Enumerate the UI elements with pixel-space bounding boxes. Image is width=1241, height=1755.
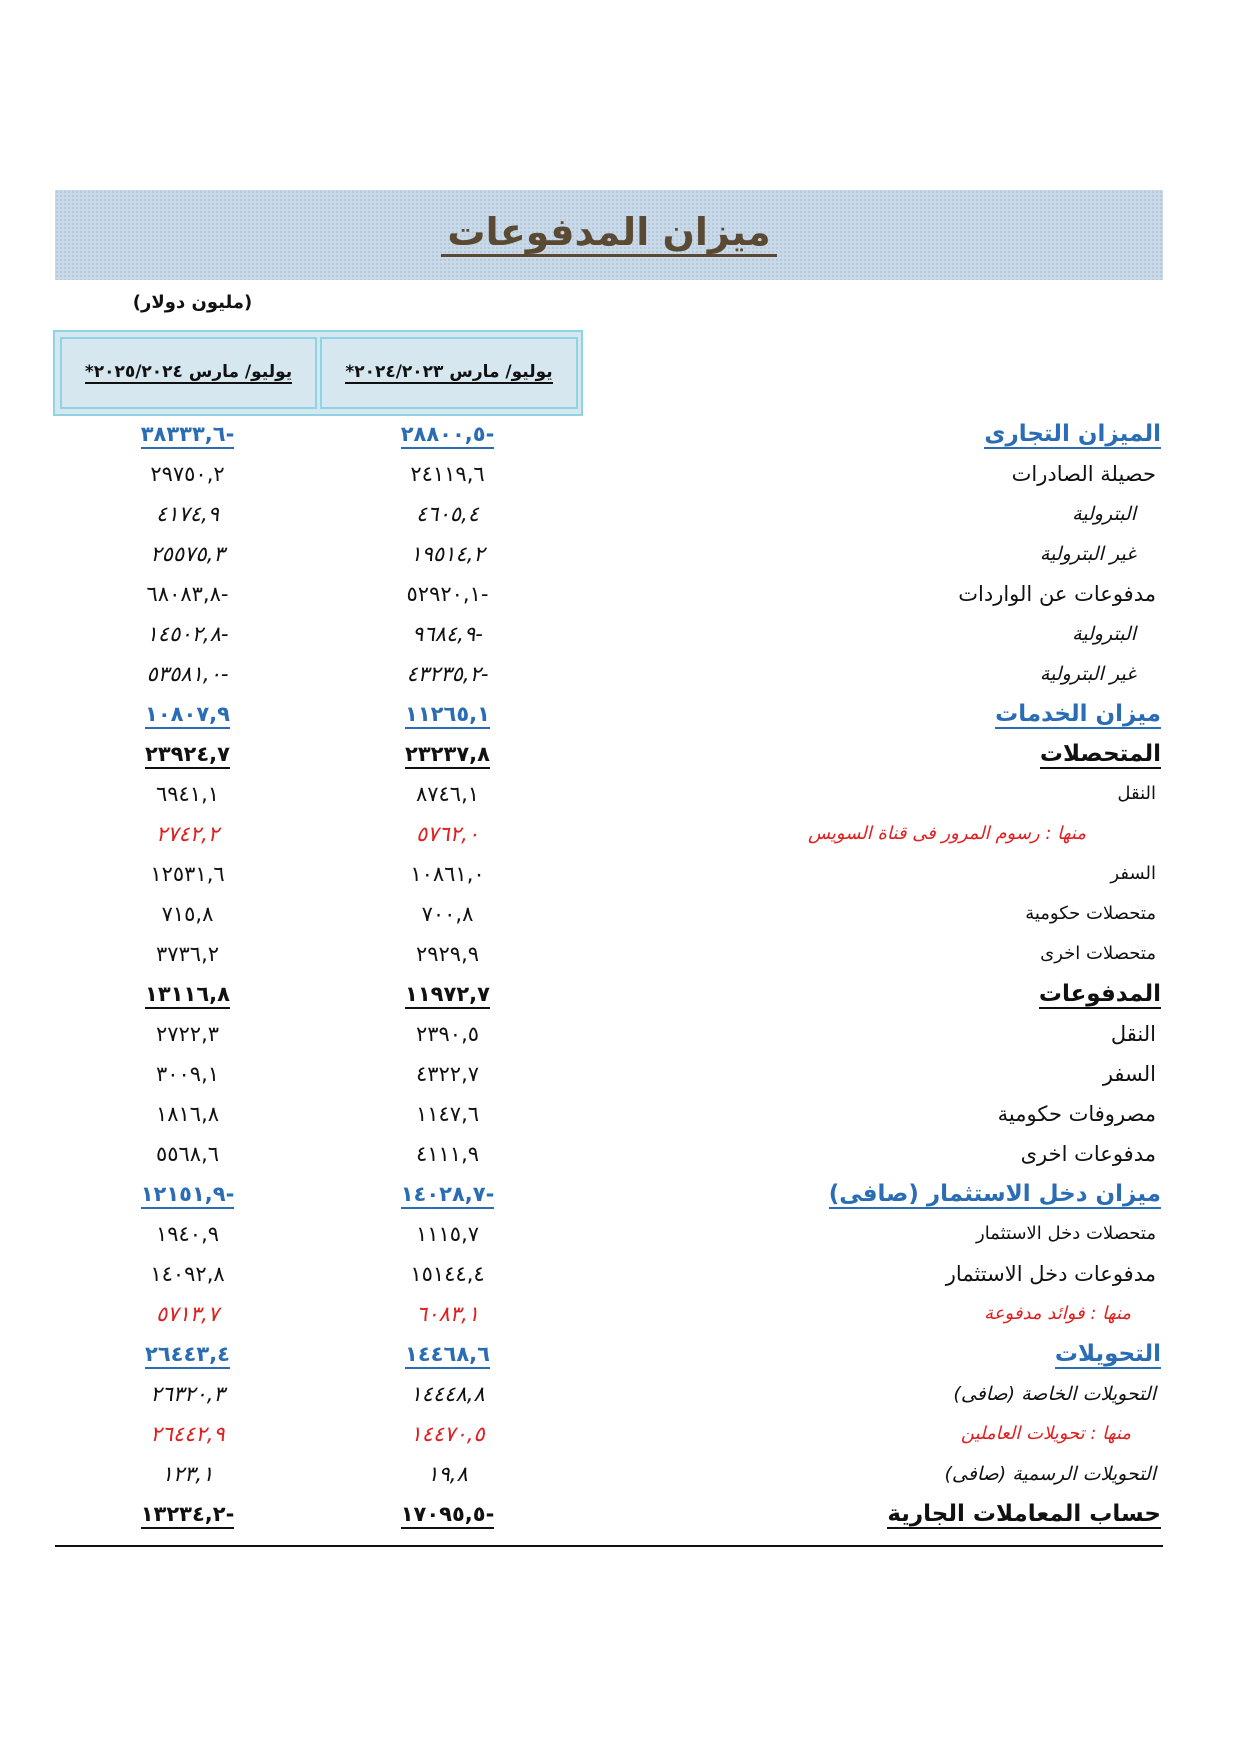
row-current-account bbox=[0, 1494, 1241, 1534]
row-label: مدفوعات اخرى bbox=[1020, 1142, 1156, 1166]
row-label: منها : فوائد مدفوعة bbox=[984, 1303, 1131, 1324]
row-label: الميزان التجارى bbox=[984, 421, 1161, 447]
row-label: المدفوعات bbox=[1038, 981, 1161, 1007]
value-period2: ٣٧٣٦,٢ bbox=[155, 942, 220, 966]
row-label: ميزان دخل الاستثمار (صافى) bbox=[828, 1181, 1161, 1207]
row-label: التحويلات الخاصة (صافى) bbox=[953, 1383, 1156, 1405]
value-period2: ٤١٧٤,٩ bbox=[155, 502, 220, 526]
row-exports-non-petroleum bbox=[0, 534, 1241, 574]
value-period2: ٢٦٤٤٣,٤ bbox=[145, 1341, 230, 1369]
row-label: السفر bbox=[1110, 863, 1156, 884]
unit-label: (مليون دولار) bbox=[132, 292, 253, 313]
value-period2: ١٩٤٠,٩ bbox=[155, 1222, 220, 1246]
row-official-transfers bbox=[0, 1454, 1241, 1494]
value-period2: -٦٨٠٨٣,٨ bbox=[146, 582, 229, 606]
value-period1: ١٤٤٦٨,٦ bbox=[405, 1341, 490, 1369]
row-payments bbox=[0, 974, 1241, 1014]
row-receipts-other bbox=[0, 934, 1241, 974]
value-period1: -٥٢٩٢٠,١ bbox=[406, 582, 489, 606]
value-period2: ١٠٨٠٧,٩ bbox=[145, 701, 230, 729]
row-exports bbox=[0, 454, 1241, 494]
value-period1: ٤٣٢٢,٧ bbox=[415, 1062, 480, 1086]
value-period1: -١٤٠٢٨,٧ bbox=[401, 1181, 495, 1209]
value-period1: ١١٩٧٢,٧ bbox=[405, 981, 490, 1009]
value-period1: ١٤٤٧٠,٥ bbox=[410, 1422, 485, 1446]
row-private-transfers bbox=[0, 1374, 1241, 1414]
row-label: النقل bbox=[1110, 1022, 1156, 1046]
row-label: السفر bbox=[1102, 1062, 1156, 1086]
value-period2: ٢٧٢٢,٣ bbox=[155, 1022, 220, 1046]
column-header-period1: يوليو/ مارس ٢٠٢٤/٢٠٢٣* bbox=[320, 337, 578, 409]
value-period2: -٥٣٥٨١,٠ bbox=[146, 662, 229, 686]
row-label: البترولية bbox=[1072, 623, 1136, 645]
row-workers-remittances bbox=[0, 1414, 1241, 1454]
value-period1: ٨٧٤٦,١ bbox=[415, 782, 480, 806]
row-label: مدفوعات دخل الاستثمار bbox=[945, 1262, 1156, 1286]
value-period1: ٢٣٢٣٧,٨ bbox=[405, 741, 490, 769]
row-label: منها : تحويلات العاملين bbox=[960, 1423, 1131, 1444]
value-period2: ٢٥٥٧٥,٣ bbox=[150, 542, 225, 566]
value-period2: -٣٨٣٣٣,٦ bbox=[141, 421, 235, 449]
value-period1: ٧٠٠,٨ bbox=[421, 902, 474, 926]
row-receipts bbox=[0, 734, 1241, 774]
value-period2: ٦٩٤١,١ bbox=[155, 782, 220, 806]
value-period2: ١٢٥٣١,٦ bbox=[150, 862, 225, 886]
value-period2: ٧١٥,٨ bbox=[161, 902, 214, 926]
value-period1: ٤١١١,٩ bbox=[415, 1142, 480, 1166]
row-label: متحصلات اخرى bbox=[1040, 943, 1156, 964]
value-period2: ٢٩٧٥٠,٢ bbox=[150, 462, 225, 486]
value-period1: ٢٤١١٩,٦ bbox=[410, 462, 485, 486]
row-payments-government bbox=[0, 1094, 1241, 1134]
row-label: غير البترولية bbox=[1039, 543, 1136, 565]
row-suez-canal-dues bbox=[0, 814, 1241, 854]
row-payments-other bbox=[0, 1134, 1241, 1174]
value-period1: ٢٣٩٠,٥ bbox=[415, 1022, 480, 1046]
row-investment-income-payments bbox=[0, 1254, 1241, 1294]
row-label: النقل bbox=[1117, 783, 1156, 804]
value-period2: ٢٣٩٢٤,٧ bbox=[145, 741, 230, 769]
row-label: البترولية bbox=[1072, 503, 1136, 525]
row-imports-non-petroleum bbox=[0, 654, 1241, 694]
column-header-period2: يوليو/ مارس ٢٠٢٥/٢٠٢٤* bbox=[60, 337, 317, 409]
value-period1: ٤٦٠٥,٤ bbox=[415, 502, 480, 526]
value-period2: ٢٦٣٢٠,٣ bbox=[150, 1382, 225, 1406]
value-period2: ١٤٠٩٢,٨ bbox=[150, 1262, 225, 1286]
value-period2: -١٢١٥١,٩ bbox=[141, 1181, 235, 1209]
row-label: المتحصلات bbox=[1039, 741, 1161, 767]
row-label: متحصلات حكومية bbox=[1025, 903, 1156, 924]
row-label: مصروفات حكومية bbox=[997, 1102, 1156, 1126]
value-period1: -٢٨٨٠٠,٥ bbox=[401, 421, 495, 449]
row-trade-balance bbox=[0, 414, 1241, 454]
row-label: حساب المعاملات الجارية bbox=[887, 1501, 1161, 1527]
value-period1: ١١١٥,٧ bbox=[415, 1222, 480, 1246]
value-period1: ١٤٤٤٨,٨ bbox=[410, 1382, 485, 1406]
value-period1: -٤٣٢٣٥,٢ bbox=[406, 662, 489, 686]
row-investment-income-receipts bbox=[0, 1214, 1241, 1254]
value-period1: ١١٤٧,٦ bbox=[415, 1102, 480, 1126]
row-receipts-travel bbox=[0, 854, 1241, 894]
row-payments-travel bbox=[0, 1054, 1241, 1094]
value-period2: ٣٠٠٩,١ bbox=[155, 1062, 220, 1086]
value-period2: -١٤٥٠٢,٨ bbox=[146, 622, 229, 646]
column-header-box bbox=[53, 330, 583, 416]
row-imports-petroleum bbox=[0, 614, 1241, 654]
value-period2: ٢٧٤٢,٢ bbox=[155, 822, 220, 846]
row-interest-paid bbox=[0, 1294, 1241, 1334]
bottom-rule bbox=[55, 1545, 1163, 1547]
row-label: مدفوعات عن الواردات bbox=[958, 582, 1156, 606]
row-receipts-transport bbox=[0, 774, 1241, 814]
row-imports bbox=[0, 574, 1241, 614]
value-period1: ١١٢٦٥,١ bbox=[405, 701, 490, 729]
value-period2: ٢٦٤٤٢,٩ bbox=[150, 1422, 225, 1446]
row-transfers bbox=[0, 1334, 1241, 1374]
row-services-balance bbox=[0, 694, 1241, 734]
row-label: منها : رسوم المرور فى قناة السويس bbox=[807, 823, 1086, 844]
page-title: ميزان المدفوعات bbox=[55, 210, 1163, 254]
value-period2: ٥٧١٣,٧ bbox=[155, 1302, 220, 1326]
row-label: ميزان الخدمات bbox=[995, 701, 1161, 727]
row-investment-income-balance bbox=[0, 1174, 1241, 1214]
value-period2: -١٣٢٣٤,٢ bbox=[141, 1501, 235, 1529]
value-period1: ١٥١٤٤,٤ bbox=[410, 1262, 485, 1286]
value-period2: ١٨١٦,٨ bbox=[155, 1102, 220, 1126]
value-period1: ١٠٨٦١,٠ bbox=[410, 862, 485, 886]
value-period1: ٢٩٢٩,٩ bbox=[415, 942, 480, 966]
row-exports-petroleum bbox=[0, 494, 1241, 534]
value-period1: ٦٠٨٣,١ bbox=[415, 1302, 480, 1326]
row-receipts-government bbox=[0, 894, 1241, 934]
title-banner bbox=[55, 190, 1163, 280]
row-label: غير البترولية bbox=[1039, 663, 1136, 685]
row-label: التحويلات bbox=[1054, 1341, 1161, 1367]
row-label: التحويلات الرسمية (صافى) bbox=[944, 1463, 1156, 1485]
value-period2: ١٣١١٦,٨ bbox=[145, 981, 230, 1009]
value-period1: ١٩,٨ bbox=[427, 1462, 468, 1486]
value-period2: ١٢٣,١ bbox=[161, 1462, 214, 1486]
value-period1: -١٧٠٩٥,٥ bbox=[401, 1501, 495, 1529]
value-period1: -٩٦٨٤,٩ bbox=[412, 622, 483, 646]
row-payments-transport bbox=[0, 1014, 1241, 1054]
value-period2: ٥٥٦٨,٦ bbox=[155, 1142, 220, 1166]
value-period1: ٥٧٦٢,٠ bbox=[415, 822, 480, 846]
row-label: متحصلات دخل الاستثمار bbox=[976, 1223, 1156, 1244]
row-label: حصيلة الصادرات bbox=[1011, 462, 1156, 486]
value-period1: ١٩٥١٤,٢ bbox=[410, 542, 485, 566]
